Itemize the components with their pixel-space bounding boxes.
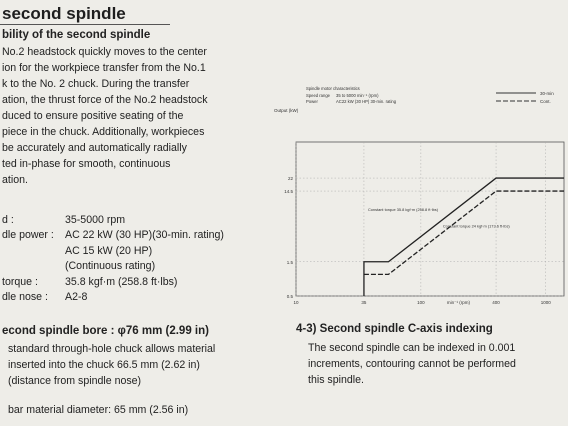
- paragraph-line: k to the No. 2 chuck. During the transfer: [2, 78, 190, 90]
- spec-table: [2, 213, 272, 308]
- chart-info-label: Speed range: [306, 93, 330, 98]
- legend-label: 30-min: [540, 91, 554, 96]
- x-tick-label: 1000: [540, 300, 551, 305]
- spec-value: AC 15 kW (20 HP): [65, 244, 153, 257]
- x-tick-label: 10: [293, 300, 299, 305]
- paragraph-line: ation, the thrust force of the No.2 headstock: [2, 94, 208, 106]
- y-tick-label: 0.5: [286, 294, 293, 299]
- paragraph-line: be accurately and automatically radially: [2, 142, 187, 154]
- capability-paragraph: [2, 44, 208, 188]
- spec-value: A2-8: [65, 291, 88, 303]
- chart-info-label: Power: [306, 99, 318, 104]
- c-axis-heading: 4-3) Second spindle C-axis indexing: [296, 323, 493, 335]
- spec-key: d :: [2, 214, 14, 226]
- chart-annotation: Constant torque 24 kgf·m (173.6 ft·lbs): [442, 223, 510, 229]
- spec-key: dle power :: [2, 229, 54, 242]
- spec-value: (Continuous rating): [65, 260, 156, 273]
- chart-info-value: 35 to 5000 min⁻¹ (rpm): [336, 93, 379, 98]
- spec-key: torque :: [2, 275, 38, 288]
- paragraph-line: piece in the chuck. Additionally, workpieces: [2, 126, 205, 138]
- spec-value: AC 22 kW (30 HP)(30-min. rating): [65, 229, 224, 242]
- y-tick-label: 1.5: [286, 259, 293, 265]
- paragraph-line: The second spindle can be indexed in 0.001: [308, 342, 516, 354]
- y-axis-label: Output (kW): [274, 108, 299, 113]
- y-tick-label: 22: [287, 176, 293, 182]
- chart-info-value: AC22 kW (30 HP) 30-min. rating: [336, 99, 397, 104]
- spec-value: 35-5000 rpm: [65, 214, 126, 226]
- paragraph-line: this spindle.: [308, 374, 364, 386]
- paragraph-line: increments, contouring cannot be performed: [308, 358, 516, 370]
- spindle-output-chart: [268, 84, 568, 316]
- chart-title: Spindle motor characteristics: [306, 86, 360, 91]
- x-tick-label: 35: [361, 300, 367, 305]
- spec-value: 35.8 kgf·m (258.8 ft·lbs): [65, 275, 178, 288]
- paragraph-line: (distance from spindle nose): [8, 375, 142, 387]
- paragraph-line: standard through-hole chuck allows material: [8, 343, 216, 355]
- paragraph-line: ted in-phase for smooth, continuous: [2, 158, 171, 170]
- capability-subheading: bility of the second spindle: [2, 29, 151, 41]
- section-heading: second spindle: [2, 4, 126, 23]
- x-axis-label: min⁻¹ (rpm): [446, 300, 471, 305]
- x-tick-label: 400: [492, 300, 500, 305]
- paragraph-line: duced to ensure positive seating of the: [2, 110, 184, 122]
- paragraph-line: inserted into the chuck 66.5 mm (2.62 in): [8, 359, 200, 371]
- bore-paragraph: [8, 341, 215, 389]
- legend-label: Cont.: [540, 99, 551, 104]
- paragraph-line: ation.: [2, 174, 28, 186]
- c-axis-paragraph: [308, 340, 516, 388]
- heading-rule: [0, 24, 170, 25]
- chart-annotation: Constant torque 35.8 kgf·m (258.8 ft·lbs): [367, 207, 439, 213]
- x-tick-label: 100: [417, 300, 425, 305]
- bore-heading: econd spindle bore : φ76 mm (2.99 in): [2, 325, 209, 337]
- bar-diameter-text: bar material diameter: 65 mm (2.56 in): [8, 404, 189, 416]
- plot-frame: [296, 142, 564, 296]
- y-tick-label: 14.5: [284, 189, 293, 195]
- series-line: [364, 178, 564, 296]
- spec-key: dle nose :: [2, 291, 48, 303]
- paragraph-line: No.2 headstock quickly moves to the center: [2, 46, 207, 58]
- paragraph-line: ion for the workpiece transfer from the No.1: [2, 62, 206, 74]
